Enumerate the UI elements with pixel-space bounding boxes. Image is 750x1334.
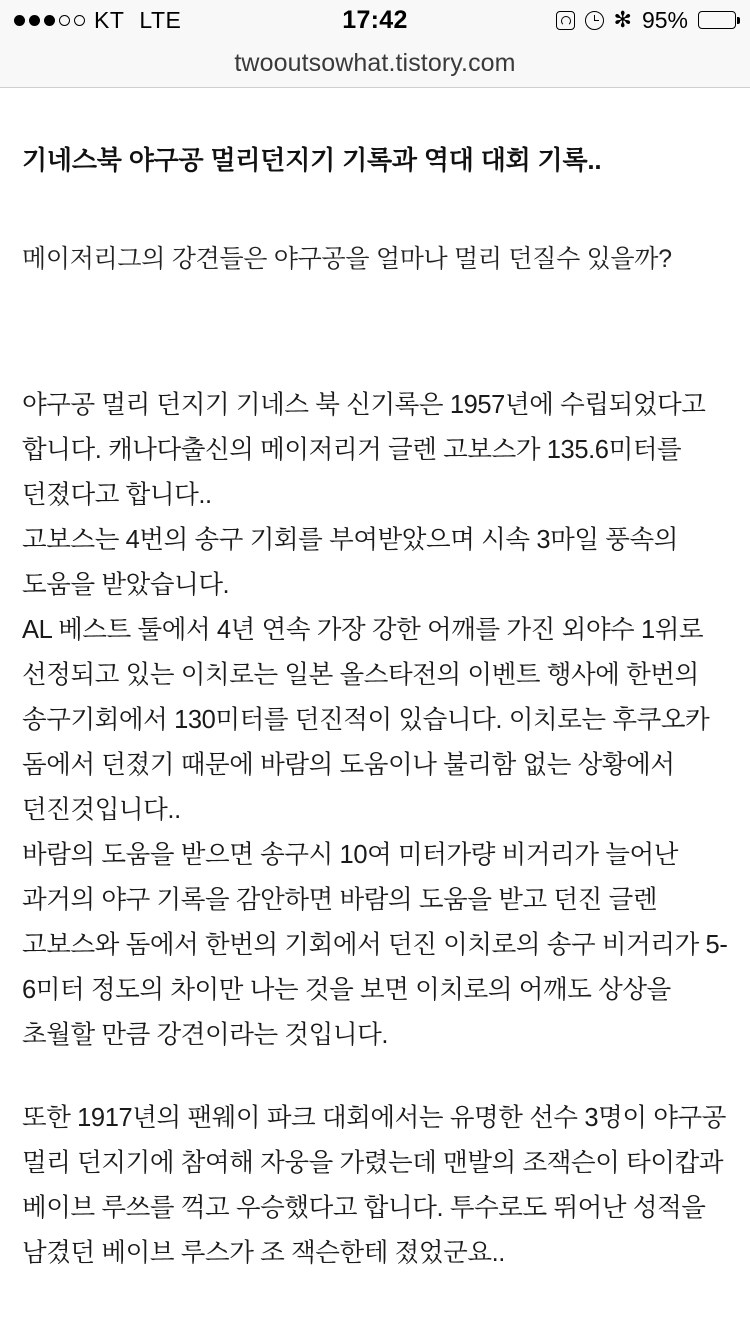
signal-dot-empty	[74, 15, 85, 26]
bluetooth-icon: ✻	[613, 7, 632, 32]
battery-percent-label: 95%	[641, 6, 688, 33]
browser-address-bar[interactable]	[0, 40, 750, 88]
article-paragraph: 야구공 멀리 던지기 기네스 북 신기록은 1957년에 수립되었다고 합니다. 캐나다출신의 메이저리거 글렌 고보스가 135.6미터를 던졌다고 합니다..	[22, 391, 706, 509]
article-lead: 메이저리그의 강견들은 야구공을 얼마나 멀리 던질수 있을까?	[22, 245, 672, 273]
signal-dot-empty	[59, 15, 70, 26]
status-bar-right	[556, 7, 736, 34]
clock-label: 17:42	[342, 5, 408, 34]
url-text[interactable]: twooutsowhat.tistory.com	[234, 49, 516, 77]
article-paragraph: AL 베스트 툴에서 4년 연속 가장 강한 어깨를 가진 외야수 1위로 선정되고 있는 이치로는 일본 올스타전의 이벤트 행사에 한번의 송구기회에서 130미터를 던진적이 있습니다. 이치로는 후쿠오카 돔에서 던졌기 때문에 바람의 도움이나 불리함 없는 상황에서 던진것입니다..	[22, 616, 710, 824]
article-paragraph: 또한 1917년의 팬웨이 파크 대회에서는 유명한 선수 3명이 야구공 멀리 던지기에 참여해 자웅을 가렸는데 맨발의 조잭슨이 타이캅과 베이브 루쓰를 꺽고 우승했다고 합니다. 투수로도 뛰어난 성적을 남겼던 베이브 루스가 조 잭슨한테 졌었군요..	[22, 1104, 726, 1267]
article-content	[0, 140, 750, 1276]
page-title: 기네스북 야구공 멀리던지기 기록과 역대 대회 기록..	[22, 145, 602, 175]
signal-dot-filled	[44, 15, 55, 26]
alarm-clock-icon	[585, 11, 604, 30]
rotation-lock-icon	[556, 11, 575, 30]
signal-strength-icon	[14, 15, 85, 26]
battery-icon	[698, 11, 736, 29]
article-paragraph: 고보스는 4번의 송구 기회를 부여받았으며 시속 3마일 풍속의 도움을 받았습니다.	[22, 526, 678, 599]
carrier-label: KT	[94, 6, 125, 33]
paragraph-gap	[22, 1058, 728, 1096]
content-spacer	[22, 275, 728, 383]
signal-dot-filled	[14, 15, 25, 26]
signal-dot-filled	[29, 15, 40, 26]
network-type-label: LTE	[139, 6, 182, 33]
status-bar-left	[14, 7, 181, 34]
status-bar	[0, 0, 750, 40]
article-paragraph: 바람의 도움을 받으면 송구시 10여 미터가량 비거리가 늘어난 과거의 야구 기록을 감안하면 바람의 도움을 받고 던진 글렌 고보스와 돔에서 한번의 기회에서 던진 이치로의 송구 비거리가 5-6미터 정도의 차이만 나는 것을 보면 이치로의 어깨도 상상을 초월할 만큼 강견이라는 것입니다.	[22, 841, 728, 1049]
